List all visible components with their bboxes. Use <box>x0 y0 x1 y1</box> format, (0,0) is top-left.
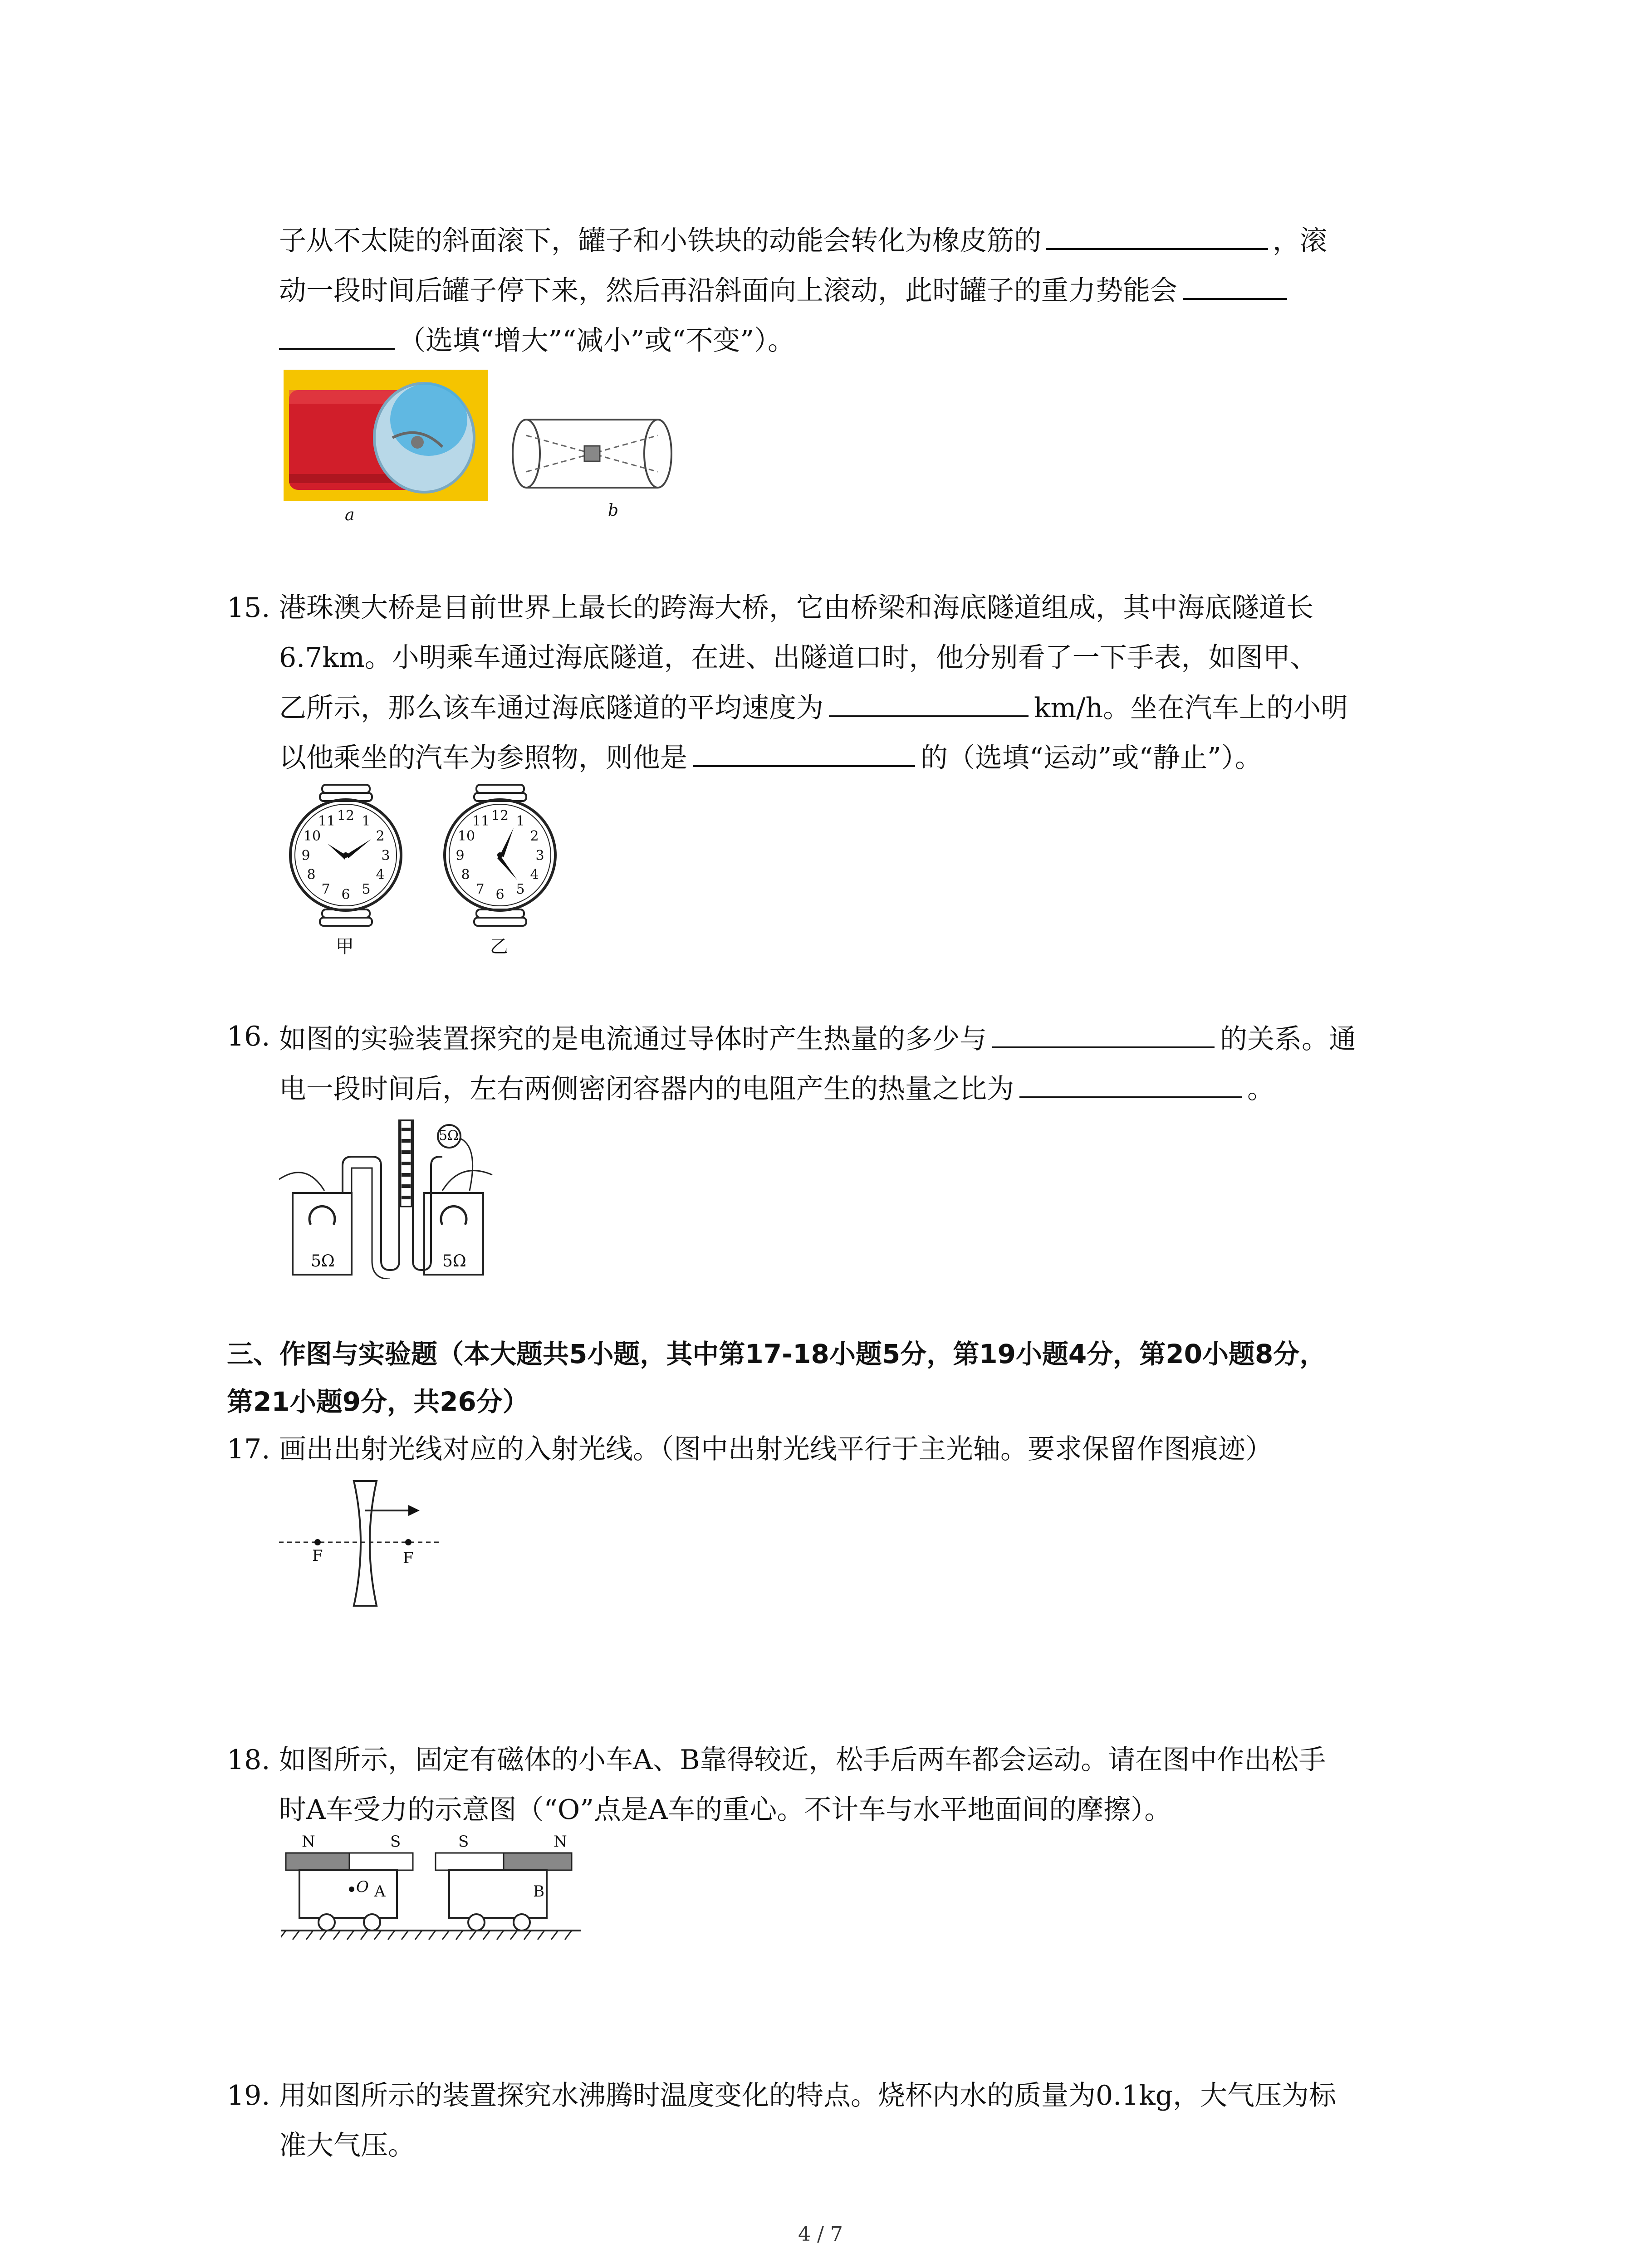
q14-blank-1[interactable] <box>1046 220 1268 250</box>
svg-text:4: 4 <box>376 867 385 883</box>
q16-blank-relation[interactable] <box>992 1018 1215 1048</box>
svg-text:5: 5 <box>516 881 525 897</box>
q16-blank-ratio[interactable] <box>1019 1068 1242 1098</box>
svg-text:2: 2 <box>530 828 539 844</box>
q16-resistor-right-label: 5Ω <box>442 1252 466 1271</box>
q16-resistor-left-label: 5Ω <box>311 1252 335 1271</box>
q16-text-line1: 如图的实验装置探究的是电流通过导体时产生热量的多少与 <box>279 1023 987 1055</box>
q16-text-line1-tail: 的关系。通 <box>1220 1023 1356 1055</box>
q15-text-line4: 以他乘坐的汽车为参照物，则他是 <box>279 742 687 774</box>
q14-blank-2b[interactable] <box>279 320 395 350</box>
q18-magnet-b-s-label: S <box>458 1833 469 1851</box>
svg-text:1: 1 <box>362 813 371 829</box>
q16-resistor-top-label: 5Ω <box>439 1128 459 1144</box>
q18-magnet-a-n-label: N <box>302 1833 315 1851</box>
q14-text-line2: 动一段时间后罐子停下来，然后再沿斜面向上滚动，此时罐子的重力势能会 <box>279 275 1177 307</box>
q15-text-line4-tail: 的（选填“运动”或“静止”）。 <box>921 742 1262 774</box>
svg-text:4: 4 <box>530 867 539 883</box>
q15-clocks-figure <box>277 780 585 962</box>
q14-figure-b <box>508 408 681 520</box>
svg-text:9: 9 <box>301 848 310 864</box>
q15-number: 15. <box>227 592 270 624</box>
svg-text:9: 9 <box>456 848 465 864</box>
svg-text:11: 11 <box>318 813 336 829</box>
q14-figure-a <box>284 370 488 524</box>
q18-magnet-b-n-label: N <box>554 1833 567 1851</box>
watch-right-icon <box>445 785 555 926</box>
section3-heading-line2: 第21小题9分，共26分） <box>227 1386 529 1417</box>
svg-text:11: 11 <box>472 813 490 829</box>
q15-text-line3-tail: km/h。坐在汽车上的小明 <box>1034 692 1348 724</box>
section3-heading-line1: 三、作图与实验题（本大题共5小题，其中第17-18小题5分，第19小题4分，第20小题8分， <box>227 1339 1326 1369</box>
svg-text:2: 2 <box>376 828 385 844</box>
q18-text-line1: 如图所示，固定有磁体的小车A、B靠得较近，松手后两车都会运动。请在图中作出松手 <box>279 1744 1326 1776</box>
svg-text:10: 10 <box>457 828 475 844</box>
q15-text-line1: 港珠澳大桥是目前世界上最长的跨海大桥，它由桥梁和海底隧道组成，其中海底隧道长 <box>279 592 1313 624</box>
q17-focus-right-label: F <box>403 1549 414 1567</box>
q15-text-line3: 乙所示，那么该车通过海底隧道的平均速度为 <box>279 692 823 724</box>
svg-text:7: 7 <box>475 881 485 897</box>
q14-figure-a-label: a <box>345 506 355 524</box>
q14-text-line1: 子从不太陡的斜面滚下，罐子和小铁块的动能会转化为橡皮筋的 <box>279 225 1041 257</box>
svg-text:6: 6 <box>341 887 350 903</box>
watch-left-icon <box>290 785 401 926</box>
svg-text:8: 8 <box>307 867 316 883</box>
q19-text-line2: 准大气压。 <box>279 2130 415 2161</box>
q17-number: 17. <box>227 1433 270 1465</box>
q19-text-line1: 用如图所示的装置探究水沸腾时温度变化的特点。烧杯内水的质量为0.1kg，大气压为标 <box>279 2080 1337 2112</box>
q15-clock-left-label: 甲 <box>336 936 354 957</box>
svg-text:8: 8 <box>461 867 470 883</box>
svg-text:3: 3 <box>381 848 390 864</box>
q17-text: 画出出射光线对应的入射光线。（图中出射光线平行于主光轴。要求保留作图痕迹） <box>279 1433 1273 1465</box>
q14-text-line1-tail: ，滚 <box>1273 225 1327 257</box>
svg-text:12: 12 <box>491 808 509 824</box>
svg-text:1: 1 <box>516 813 525 829</box>
page-number: 4 / 7 <box>798 2223 843 2246</box>
q16-text-line2: 电一段时间后，左右两侧密闭容器内的电阻产生的热量之比为 <box>279 1073 1014 1105</box>
q18-cart-a-label: A <box>374 1882 386 1901</box>
q14-text-line3: （选填“增大”“减小”或“不变”）。 <box>398 325 795 357</box>
q18-cart-b-label: B <box>533 1882 544 1901</box>
q18-carts-figure <box>281 1833 590 1946</box>
svg-text:10: 10 <box>303 828 321 844</box>
q18-number: 18. <box>227 1744 270 1776</box>
q17-focus-left-label: F <box>312 1547 323 1565</box>
q19-number: 19. <box>227 2080 270 2112</box>
q15-text-line2: 6.7km。小明乘车通过海底隧道，在进、出隧道口时，他分别看了一下手表，如图甲、 <box>279 642 1318 674</box>
svg-text:5: 5 <box>362 881 371 897</box>
svg-text:3: 3 <box>535 848 544 864</box>
svg-text:6: 6 <box>495 887 505 903</box>
q18-center-o-label: O <box>356 1878 369 1896</box>
q14-figure-b-label: b <box>608 501 619 520</box>
q14-blank-2a[interactable] <box>1183 270 1287 300</box>
q15-clock-right-label: 乙 <box>490 936 508 957</box>
svg-text:7: 7 <box>321 881 330 897</box>
q15-blank-speed[interactable] <box>829 687 1029 717</box>
q16-number: 16. <box>227 1021 270 1052</box>
q16-text-line2-tail: 。 <box>1247 1073 1274 1105</box>
q15-blank-motion[interactable] <box>693 737 915 767</box>
q16-apparatus-figure <box>279 1111 506 1279</box>
q17-lens-figure <box>279 1476 451 1613</box>
q18-text-line2: 时A车受力的示意图（“O”点是A车的重心。不计车与水平地面间的摩擦）。 <box>279 1794 1172 1826</box>
q18-magnet-a-s-label: S <box>390 1833 401 1851</box>
svg-text:12: 12 <box>337 808 355 824</box>
